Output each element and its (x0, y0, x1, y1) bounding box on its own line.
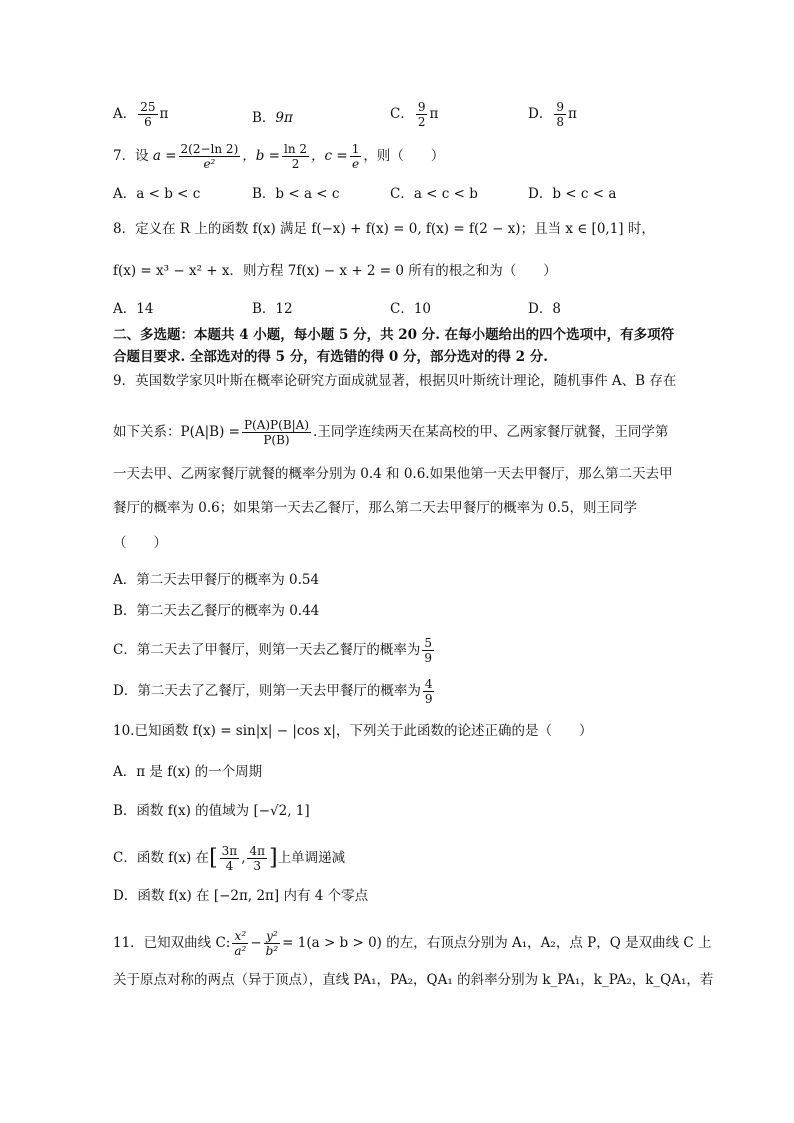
q8-option-a[interactable]: A．14 (113, 301, 154, 317)
q9-stem-line4: 餐厅的概率为 0.6；如果第一天去乙餐厅，那么第二天去甲餐厅的概率为 0.5，则王同学 (113, 500, 638, 516)
q6-option-a[interactable]: A． $\frac{25}{6}$ π (113, 100, 169, 129)
q6-option-c[interactable]: C． $\frac{9}{2}$ π (390, 100, 439, 129)
q6-c-fraction: $\frac{9}{2}$ (417, 100, 426, 129)
q7-stem: 7．设 a = $\frac{2(2-\ln 2)}{\text{e²}}$ ，b = $\frac{\ln 2}{2}$ ，c = $\frac{1}{e}$ ，则（ ） (113, 142, 445, 171)
q9-stem-line3: 一天去甲、乙两家餐厅就餐的概率分别为 0.4 和 0.6.如果他第一天去甲餐厅，那么第二天去甲 (113, 466, 673, 482)
q6-option-b[interactable]: B．9π (252, 110, 293, 126)
q9-bayes-relation: 如下关系：P(A|B) = $\frac{P(A)P(B|A)}{P(B)}$ .王同学连续两天在某高校的甲、乙两家餐厅就餐，王同学第 (113, 418, 669, 447)
q10-option-b[interactable]: B．函数 f(x) 的值域为 [−√2, 1] (113, 803, 310, 819)
q10-option-d[interactable]: D．函数 f(x) 在 [−2π, 2π] 内有 4 个零点 (113, 888, 369, 904)
q10-stem: 10.已知函数 f(x) = sin|x| − |cos x|，下列关于此函数的论述正确的是（ ） (113, 723, 593, 739)
section2-heading-line2: 合题目要求. 全部选对的得 5 分，有选错的得 0 分，部分选对的得 2 分. (113, 349, 548, 365)
q6-option-d[interactable]: D． $\frac{9}{8}$ π (528, 100, 577, 129)
q9-option-b[interactable]: B．第二天去乙餐厅的概率为 0.44 (113, 603, 320, 619)
q8-option-d[interactable]: D．8 (528, 301, 561, 317)
q7-option-b[interactable]: B．b < a < c (252, 186, 340, 202)
q7-option-c[interactable]: C．a < c < b (390, 186, 478, 202)
q10-option-c[interactable]: C．函数 f(x) 在[ $\frac{3\pi}{4}$ , $\frac{4\pi}{3}$ ]上单调递减 (113, 844, 346, 873)
q8-option-b[interactable]: B．12 (252, 301, 293, 317)
q9-stem-line5: （ ） (113, 535, 167, 551)
q8-stem-line1: 8．定义在 R 上的函数 f(x) 满足 f(−x) + f(x) = 0, f(x) = f(2 − x)；且当 x ∈ [0,1] 时， (113, 221, 655, 237)
q6-a-fraction: $\frac{25}{6}$ (140, 100, 156, 129)
q7-option-a[interactable]: A．a < b < c (113, 186, 201, 202)
q6-d-fraction: $\frac{9}{8}$ (556, 100, 564, 129)
q9-option-a[interactable]: A．第二天去甲餐厅的概率为 0.54 (113, 572, 320, 588)
q7-option-d[interactable]: D．b < c < a (528, 186, 617, 202)
q8-stem-line2: f(x) = x³ − x² + x．则方程 7f(x) − x + 2 = 0 所有的根之和为（ ） (113, 263, 557, 279)
q11-stem-line2: 关于原点对称的两点（异于顶点），直线 PA₁，PA₂，QA₁ 的斜率分别为 k_PA₁，k_PA₂，k_QA₁，若 (113, 972, 714, 988)
section2-heading-line1: 二、多选题：本题共 4 小题，每小题 5 分，共 20 分. 在每小题给出的四个选项中，有多项符 (113, 327, 675, 343)
q9-option-d[interactable]: D．第二天去了乙餐厅，则第一天去甲餐厅的概率为 $\frac{4}{9}$ (113, 677, 433, 706)
q9-stem-line1: 9．英国数学家贝叶斯在概率论研究方面成就显著，根据贝叶斯统计理论，随机事件 A、B 存在 (113, 373, 677, 389)
q10-option-a[interactable]: A．π 是 f(x) 的一个周期 (113, 764, 263, 780)
q8-option-c[interactable]: C．10 (390, 301, 432, 317)
q11-stem-line1: 11．已知双曲线 C: $\frac{\text{x²}}{\text{a²}}$ − $\frac{\text{y²}}{\text{b²}}$ = 1(a > b > 0) 的左，右顶点分别为 A₁，A₂，点 P，Q 是双曲线 C 上 (113, 929, 712, 958)
q9-option-c[interactable]: C．第二天去了甲餐厅，则第一天去乙餐厅的概率为 $\frac{5}{9}$ (113, 636, 432, 665)
